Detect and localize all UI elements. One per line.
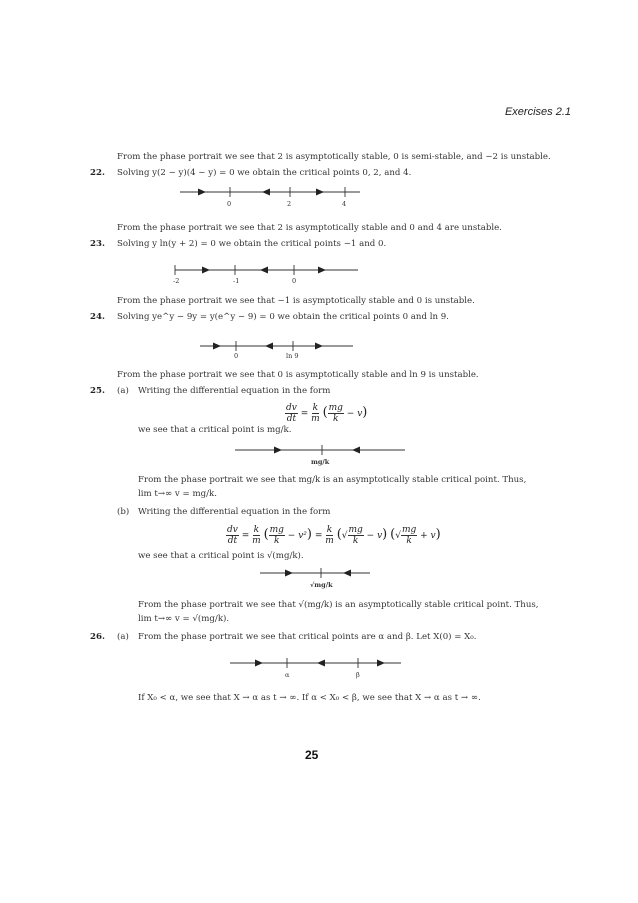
text-line: we see that a critical point is √(mg/k). bbox=[138, 551, 304, 561]
text-line: From the phase portrait we see that 2 is asymptotically stable and 0 and 4 are unstable. bbox=[117, 223, 502, 233]
pp-label: 0 bbox=[227, 200, 232, 208]
pp-label: ln 9 bbox=[286, 352, 299, 360]
pp-label: mg/k bbox=[311, 458, 330, 466]
text-line: From the phase portrait we see that 2 is asymptotically stable, 0 is semi-stable, and −2 is unstable. bbox=[117, 152, 551, 162]
text-line: Solving y(2 − y)(4 − y) = 0 we obtain the critical points 0, 2, and 4. bbox=[117, 168, 412, 178]
pp-label: -1 bbox=[233, 277, 240, 285]
pp-label: α bbox=[285, 671, 290, 679]
running-header: Exercises 2.1 bbox=[504, 106, 571, 118]
text-line: From the phase portrait we see that mg/k is an asymptotically stable critical point. Thus, bbox=[138, 475, 527, 485]
text-line: lim t→∞ v = mg/k. bbox=[138, 489, 217, 499]
part-label: (a) bbox=[117, 386, 129, 396]
equation-25a: $\frac{dv}{dt}$ = $\frac{k}{m}$ ( $\frac{mg}{k}$ − v) bbox=[286, 403, 368, 424]
pp-label: √mg/k bbox=[310, 581, 333, 589]
phase-portrait-26 bbox=[225, 655, 405, 673]
exercise-number: 25. bbox=[90, 386, 105, 396]
part-label: (a) bbox=[117, 632, 129, 642]
text-line: Writing the differential equation in the form bbox=[138, 507, 331, 517]
pp-label: 4 bbox=[342, 200, 347, 208]
text-line: From the phase portrait we see that critical points are α and β. Let X(0) = X₀. bbox=[138, 632, 477, 642]
text-line: lim t→∞ v = √(mg/k). bbox=[138, 614, 230, 624]
pp-label: 0 bbox=[234, 352, 239, 360]
text-line: From the phase portrait we see that −1 is asymptotically stable and 0 is unstable. bbox=[117, 296, 475, 306]
text-line: Solving y ln(y + 2) = 0 we obtain the critical points −1 and 0. bbox=[117, 239, 387, 249]
page-number: 25 bbox=[305, 748, 319, 762]
text-line: From the phase portrait we see that √(mg/k) is an asymptotically stable critical point. Thus, bbox=[138, 600, 539, 610]
text-line: Writing the differential equation in the form bbox=[138, 386, 331, 396]
text-line: we see that a critical point is mg/k. bbox=[138, 425, 292, 435]
phase-portrait-24 bbox=[195, 338, 360, 356]
text-line: Solving ye^y − 9y = y(e^y − 9) = 0 we obtain the critical points 0 and ln 9. bbox=[117, 312, 449, 322]
text-line: If X₀ < α, we see that X → α as t → ∞. If α < X₀ < β, we see that X → α as t → ∞. bbox=[138, 693, 481, 703]
pp-label: -2 bbox=[173, 277, 180, 285]
exercise-number: 26. bbox=[90, 632, 105, 642]
phase-portrait-23 bbox=[168, 262, 368, 282]
pp-label: 2 bbox=[287, 200, 292, 208]
pp-label: β bbox=[356, 671, 360, 679]
text-line: From the phase portrait we see that 0 is asymptotically stable and ln 9 is unstable. bbox=[117, 370, 479, 380]
exercise-number: 23. bbox=[90, 239, 105, 249]
exercise-number: 24. bbox=[90, 312, 105, 322]
phase-portrait-22 bbox=[170, 184, 370, 214]
part-label: (b) bbox=[117, 507, 130, 517]
equation-25b: $\frac{dv}{dt}$ = $\frac{k}{m}$ ( $\frac{mg}{k}$ − v²) = $\frac{k}{m}$ (√ $\frac{mg}{k}$ − v) (√ $\frac{mg}{k}$ + v) bbox=[227, 525, 441, 546]
pp-label: 0 bbox=[292, 277, 297, 285]
exercise-number: 22. bbox=[90, 168, 105, 178]
